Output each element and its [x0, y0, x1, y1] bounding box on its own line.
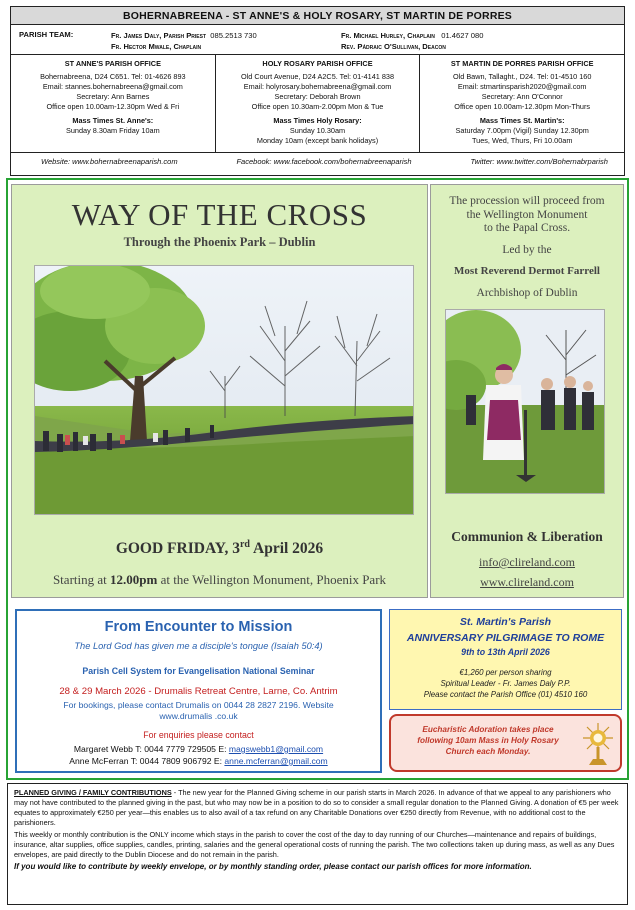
adoration-box — [389, 714, 622, 772]
procession-line: the Wellington Monument — [466, 208, 588, 221]
team-member: Fr. Michael Hurley, Chaplain — [341, 31, 435, 40]
pilgrimage-line: €1,260 per person sharing — [459, 668, 552, 677]
booking-website[interactable]: www.drumalis .co.uk — [159, 711, 238, 721]
archbishop-title: Archbishop of Dublin — [476, 287, 578, 299]
good-friday-label: GOOD FRIDAY, 3 — [115, 540, 240, 558]
office-heading: ST ANNE'S PARISH OFFICE — [64, 59, 161, 68]
mass-times-line: Monday 10am (except bank holidays) — [256, 136, 379, 145]
parish-header — [10, 6, 625, 176]
start-location: at the Wellington Monument, Phoenix Park — [157, 572, 387, 587]
giving-paragraph: This weekly or monthly contribution is the ONLY income which stays in the parish to cover the cost of the day to day running of our Churches—maintenance and repairs of buildings, insurance, altar supplies, office supplies, candles, printing, salaries and the general operational costs of running the parish. The two collections taken up during mass, as well as any Dues envelopes, are paid directly to the Dublin Diocese and do not remain in the parish. — [14, 830, 615, 859]
good-friday-month: April 2026 — [249, 540, 324, 558]
team-member: Fr. James Daly, Parish Priest — [111, 31, 207, 40]
mass-times-title: Mass Times St. Anne's: — [72, 116, 154, 125]
office-line: Office open 10.00am-12.30pm Mon-Thurs — [454, 102, 591, 111]
contact-row — [17, 744, 380, 754]
team-phone: 01.4627 080 — [441, 31, 484, 40]
adoration-line: Eucharistic Adoration takes place — [422, 725, 554, 734]
adoration-line: following 10am Mass in Holy Rosary — [417, 736, 559, 745]
parish-title: BOHERNABREENA - ST ANNE'S & HOLY ROSARY, ST MARTIN DE PORRES — [11, 7, 624, 25]
enquiries-label: For enquiries please contact — [143, 730, 254, 740]
adoration-text — [397, 724, 579, 757]
web-links — [11, 153, 624, 166]
start-prefix: Starting at — [52, 572, 110, 587]
way-of-cross-title: WAY OF THE CROSS — [71, 197, 368, 232]
contact-text: Margaret Webb T: 0044 7779 729505 E: — [73, 744, 229, 754]
booking-info — [17, 700, 380, 722]
office-line: Secretary: Deborah Brown — [274, 92, 361, 101]
contact-email-link[interactable]: info@clireland.com — [478, 555, 576, 569]
encounter-title: From Encounter to Mission — [104, 619, 293, 635]
mass-times-title: Mass Times St. Martin's: — [479, 116, 565, 125]
office-heading: HOLY ROSARY PARISH OFFICE — [262, 59, 373, 68]
office-email: Email: stmartinsparish2020@gmail.com — [457, 82, 587, 91]
pilgrimage-details — [390, 667, 621, 700]
procession-line: The procession will proceed from — [449, 195, 605, 207]
way-of-cross-subtitle: Through the Phoenix Park – Dublin — [123, 235, 316, 249]
office-holy-rosary — [215, 55, 420, 152]
procession-text — [431, 195, 623, 236]
archbishop-photo — [445, 309, 605, 494]
office-line: Secretary: Ann O'Connor — [481, 92, 563, 101]
office-email: Email: holyrosary.bohernabreena@gmail.com — [243, 82, 392, 91]
seminar-dates: 28 & 29 March 2026 - Drumalis Retreat Centre, Larne, Co. Antrim — [59, 686, 338, 697]
team-label: PARISH TEAM: — [19, 30, 74, 39]
contact-text: Anne McFerran T: 0044 7809 906792 E: — [69, 756, 225, 766]
team-left — [111, 30, 341, 54]
start-time: 12.00pm — [110, 572, 158, 587]
giving-call-to-action: If you would like to contribute by weekly envelope, or by monthly standing order, please contact our parish offices for more information. — [14, 862, 532, 871]
procession-panel — [430, 184, 624, 598]
giving-title: PLANNED GIVING / FAMILY CONTRIBUTIONS — [14, 788, 172, 797]
office-line: Bohernabreena, D24 C651. Tel: 01-4626 893 — [40, 72, 186, 81]
adoration-line: Church each Monday. — [445, 747, 531, 756]
pilgrimage-parish: St. Martin's Parish — [459, 616, 552, 628]
website-link[interactable]: Website: www.bohernabreenaparish.com — [41, 157, 178, 166]
giving-intro — [14, 788, 621, 828]
led-by: Led by the — [502, 244, 552, 256]
mass-times-title: Mass Times Holy Rosary: — [273, 116, 362, 125]
office-heading: ST MARTIN DE PORRES PARISH OFFICE — [450, 59, 594, 68]
pilgrimage-title: ANNIVERSARY PILGRIMAGE TO ROME — [406, 632, 605, 644]
procession-line: to the Papal Cross. — [483, 222, 571, 234]
office-line: Old Bawn, Tallaght., D24. Tel: 01-4510 160 — [452, 72, 592, 81]
communion-liberation: Communion & Liberation — [451, 529, 603, 544]
office-line: Office open 10.30am-2.00pm Mon & Tue — [251, 102, 384, 111]
pilgrimage-line: Please contact the Parish Office (01) 4510 160 — [423, 690, 588, 699]
way-of-cross-panel — [11, 184, 428, 598]
facebook-link[interactable]: Facebook: www.facebook.com/bohernabreenaparish — [236, 157, 412, 166]
parish-team — [11, 25, 624, 55]
date-suffix: rd — [239, 539, 250, 550]
team-member: Fr. Hector Mwale, Chaplain — [111, 42, 202, 51]
start-details — [12, 572, 427, 588]
contact-email-link[interactable]: anne.mcferran@gmail.com — [224, 756, 328, 766]
pilgrimage-line: Spiritual Leader - Fr. James Daly P.P. — [440, 679, 571, 688]
office-st-martin — [419, 55, 624, 152]
booking-line: For bookings, please contact Drumalis on 0044 28 2827 2196. Website — [63, 700, 334, 710]
contact-email-link[interactable]: magswebb1@gmail.com — [228, 744, 324, 754]
team-right — [341, 30, 618, 54]
giving-paragraph: - The new year for the Planned Giving scheme in our parish starts in March 2026. In advance of that we appeal to any parishioners who may not have contributed to the planned giving in the past, but who may now be in a position to do so to consider a small regular donation to the Planned Giving. A donation of €5 per week equates to approximately €250 per year—this enables us to also avail of a tax refund on any Charitable Donations over €250 directly from Revenue, with no additional cost to the parishioners. — [14, 788, 619, 827]
encounter-mission-box — [15, 609, 382, 773]
seminar-title: Parish Cell System for Evangelisation National Seminar — [82, 666, 315, 676]
office-email: Email: stannes.bohernabreena@gmail.com — [42, 82, 183, 91]
mass-times-line: Sunday 8.30am Friday 10am — [65, 126, 160, 135]
procession-park-photo — [34, 265, 414, 515]
office-line: Office open 10.00am-12.30pm Wed & Fri — [46, 102, 180, 111]
planned-giving-box — [7, 783, 628, 905]
contact-web-link[interactable]: www.clireland.com — [480, 575, 574, 589]
office-st-annes — [11, 55, 215, 152]
monstrance-icon — [581, 721, 615, 767]
pilgrimage-dates: 9th to 13th April 2026 — [461, 647, 550, 657]
team-member: Rev. Pádraic O'Sullivan, Deacon — [341, 42, 446, 51]
parish-offices — [11, 55, 624, 153]
office-line: Old Court Avenue, D24 A2C5. Tel: 01-4141 838 — [240, 72, 395, 81]
scripture-quote: The Lord God has given me a disciple's tongue (Isaiah 50:4) — [74, 641, 323, 651]
team-phone: 085.2513 730 — [210, 31, 257, 40]
pilgrimage-box — [389, 609, 622, 710]
contact-row — [17, 756, 380, 766]
good-friday-date — [12, 539, 427, 558]
twitter-link[interactable]: Twitter: www.twitter.com/Bohernabrparish — [470, 157, 608, 166]
mass-times-line: Saturday 7.00pm (Vigil) Sunday 12.30pm — [455, 126, 589, 135]
mass-times-line: Sunday 10.30am — [289, 126, 346, 135]
mass-times-line: Tues, Wed, Thurs, Fri 10.00am — [471, 136, 573, 145]
archbishop-name: Most Reverend Dermot Farrell — [454, 265, 600, 277]
office-line: Secretary: Ann Barnes — [76, 92, 150, 101]
